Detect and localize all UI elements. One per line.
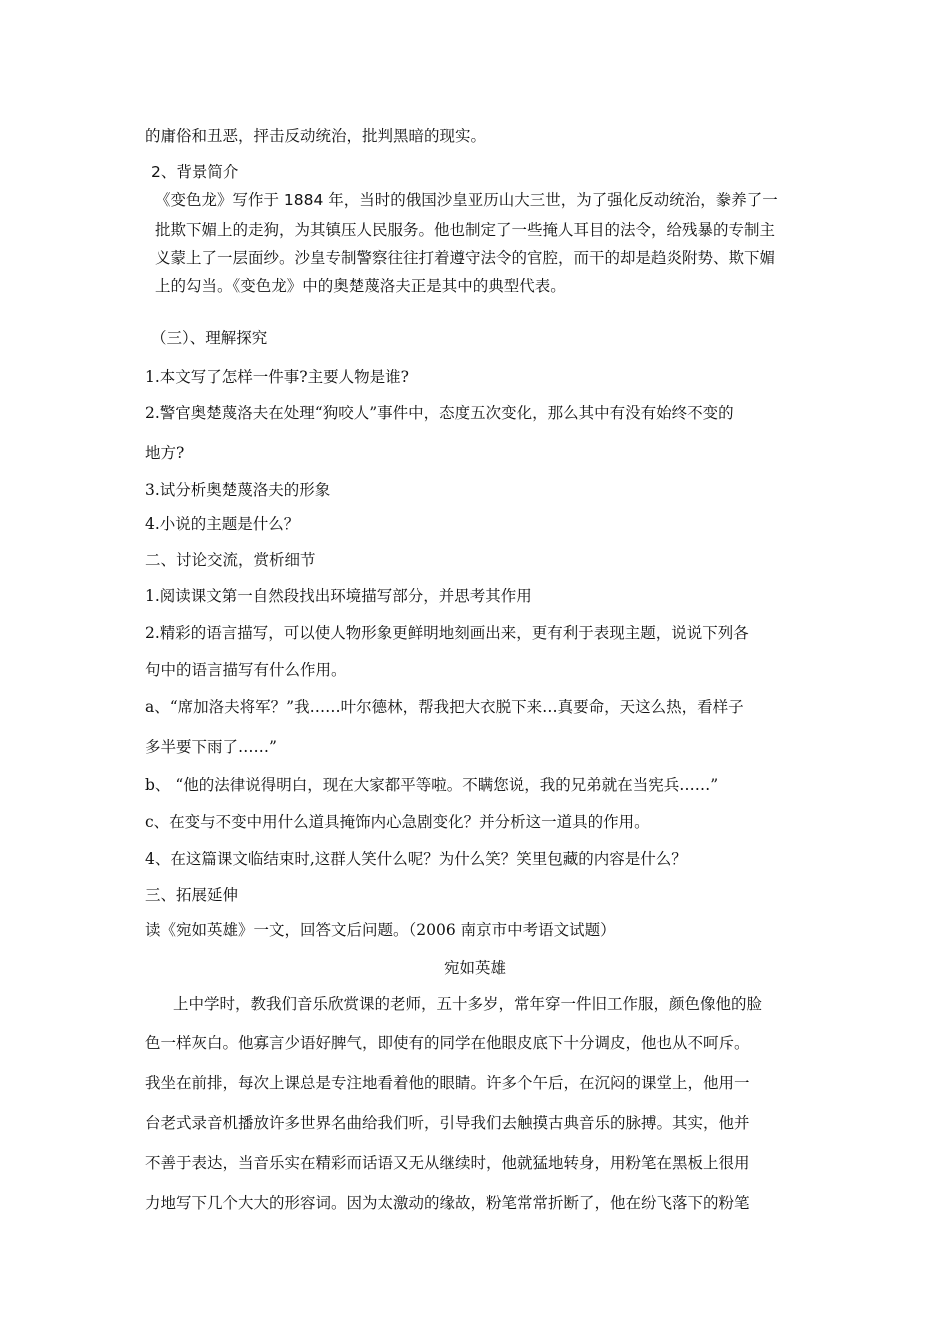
question-1: 1.本文写了怎样一件事?主要人物是谁? (145, 368, 409, 386)
part2-item-2-line-2: 句中的语言描写有什么作用。 (145, 661, 347, 679)
essay-line-3: 我坐在前排，每次上课总是专注地看着他的眼睛。许多个午后，在沉闷的课堂上，他用一 (145, 1074, 750, 1092)
background-line-4: 上的勾当。《变色龙》中的奥楚蔑洛夫正是其中的典型代表。 (155, 277, 566, 295)
intro-tail-text: 的庸俗和丑恶，抨击反动统治，批判黑暗的现实。 (145, 127, 487, 145)
essay-title: 宛如英雄 (443, 959, 506, 977)
question-2-line-2: 地方? (145, 444, 185, 462)
essay-line-2: 色一样灰白。他寡言少语好脾气，即使有的同学在他眼皮底下十分调皮，他也从不呵斥。 (145, 1034, 750, 1052)
part3-instruction: 读《宛如英雄》一文，回答文后问题。（2006 南京市中考语文试题） (145, 921, 616, 939)
background-line-2: 批欺下媚上的走狗，为其镇压人民服务。他也制定了一些掩人耳目的法令，给残暴的专制主 (155, 221, 776, 239)
part2-heading: 二、讨论交流，赏析细节 (145, 551, 316, 569)
essay-line-5: 不善于表达，当音乐实在精彩而话语又无从继续时，他就猛地转身，用粉笔在黑板上很用 (145, 1154, 750, 1172)
quote-b: b、 “他的法律说得明白，现在大家都平等啦。不瞒您说，我的兄弟就在当宪兵……” (145, 776, 719, 794)
quote-a-line-1: a、“席加洛夫将军？”我……叶尔德林，帮我把大衣脱下来…真要命，天这么热，看样子 (145, 698, 744, 716)
section3-heading: （三）、理解探究 (151, 329, 268, 347)
essay-line-6: 力地写下几个大大的形容词。因为太激动的缘故，粉笔常常折断了，他在纷飞落下的粉笔 (145, 1194, 750, 1212)
question-2-line-1: 2.警官奥楚蔑洛夫在处理“狗咬人”事件中，态度五次变化，那么其中有没有始终不变的 (145, 404, 734, 422)
question-3: 3.试分析奥楚蔑洛夫的形象 (145, 481, 331, 499)
part3-heading: 三、拓展延伸 (145, 886, 239, 904)
quote-a-line-2: 多半要下雨了……” (145, 738, 277, 756)
background-line-3: 义蒙上了一层面纱。沙皇专制警察往往打着遵守法令的官腔，而干的却是趋炎附势、欺下媚 (155, 249, 776, 267)
part2-item-1: 1.阅读课文第一自然段找出环境描写部分，并思考其作用 (145, 587, 532, 605)
background-line-1: 《变色龙》写作于 1884 年，当时的俄国沙皇亚历山大三世，为了强化反动统治，豢养了一 (155, 191, 778, 209)
essay-line-1: 上中学时，教我们音乐欣赏课的老师，五十多岁，常年穿一件旧工作服，颜色像他的脸 (173, 995, 763, 1013)
quote-c: c、在变与不变中用什么道具掩饰内心急剧变化？并分析这一道具的作用。 (145, 813, 650, 831)
part2-item-4: 4、在这篇课文临结束时,这群人笑什么呢？为什么笑？笑里包藏的内容是什么？ (145, 850, 687, 868)
part2-item-2-line-1: 2.精彩的语言描写，可以使人物形象更鲜明地刻画出来，更有利于表现主题，说说下列各 (145, 624, 749, 642)
background-heading: 2、背景简介 (151, 163, 239, 181)
essay-line-4: 台老式录音机播放许多世界名曲给我们听，引导我们去触摸古典音乐的脉搏。其实，他并 (145, 1114, 750, 1132)
question-4: 4.小说的主题是什么？ (145, 515, 300, 533)
